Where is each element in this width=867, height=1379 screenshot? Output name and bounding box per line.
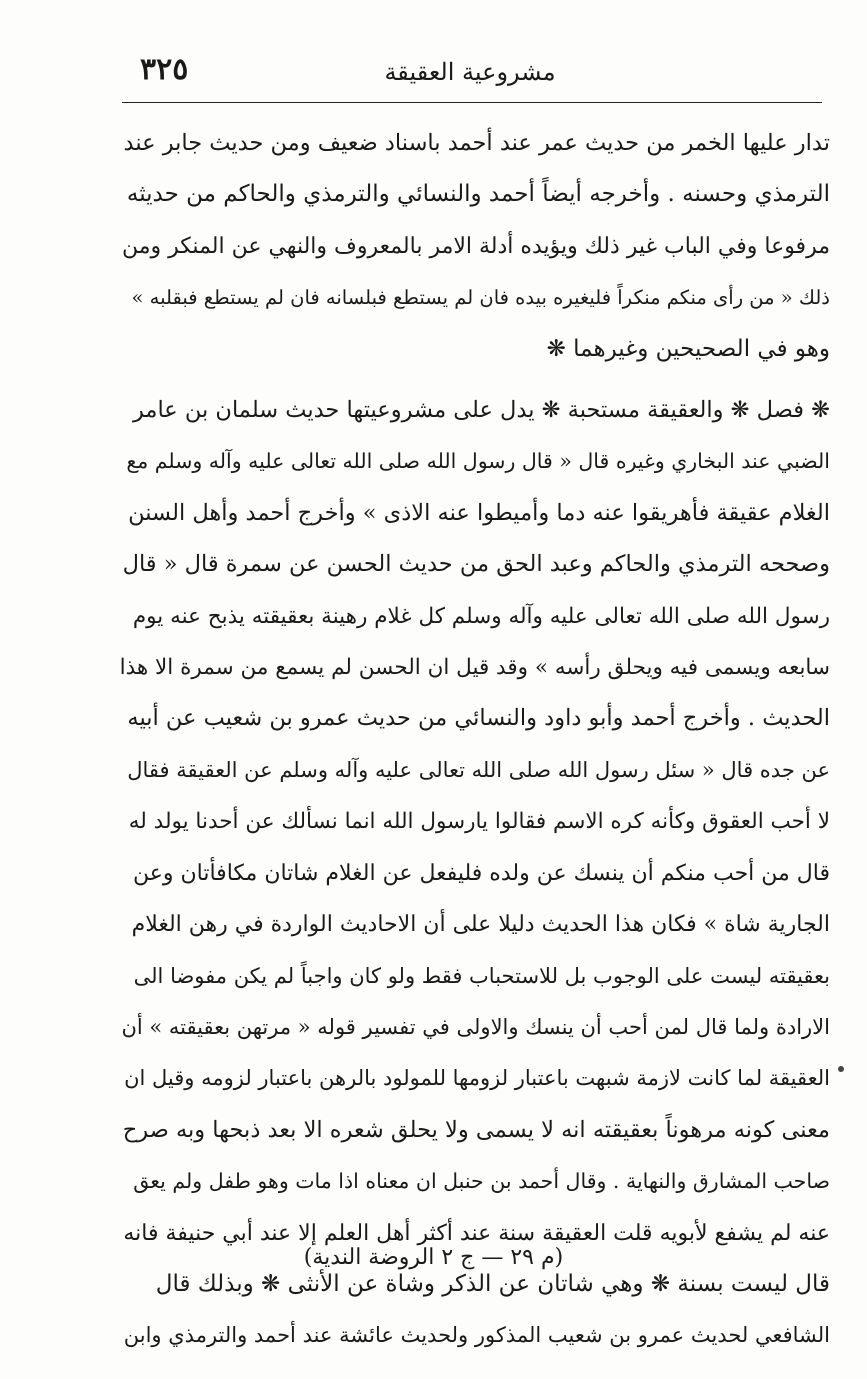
page-header <box>120 52 820 96</box>
text-line: معنى كونه مرهوناً بعقيقته انه لا يسمى ولا يحلق شعره الا بعد ذبحها وبه صرح <box>122 1116 830 1143</box>
paragraph <box>118 385 830 1362</box>
print-speck <box>838 1066 844 1072</box>
text-line: الشافعي لحديث عمرو بن شعيب المذكور ولحديث عائشة عند أحمد والترمذي وابن <box>123 1323 830 1348</box>
text-line: سابعه ويسمى فيه ويحلق رأسه » وقد قيل ان الحسن لم يسمع من سمرة الا هذا <box>119 655 830 681</box>
header-divider <box>122 102 822 103</box>
text-line: قال من أحب منكم أن ينسك عن ولده فليفعل عن الغلام شاتان مكافأتان وعن <box>133 860 830 886</box>
text-line: الجارية شاة » فكان هذا الحديث دليلا على أن الاحاديث الواردة في رهن الغلام <box>131 912 830 938</box>
text-line: الضبي عند البخاري وغيره قال « قال رسول الله صلى الله تعالى عليه وآله وسلم مع <box>126 449 830 474</box>
text-line: مرفوعا وفي الباب غير ذلك ويؤيده أدلة الامر بالمعروف والنهي عن المنكر ومن <box>122 233 830 259</box>
text-line: بعقيقته ليست على الوجوب بل للاستحباب فقط ولو كان واجباً لم يكن مفوضا الى <box>133 963 830 988</box>
text-line: قال ليست بسنة ❋ وهي شاتان عن الذكر وشاة عن الأنثى ❋ وبذلك قال <box>155 1270 830 1297</box>
text-line: وصححه الترمذي والحاكم وعبد الحق من حديث الحسن عن سمرة قال « قال <box>122 551 830 578</box>
text-line: العقيقة لما كانت لازمة شبهت باعتبار لزومها للمولود بالرهن باعتبار لزومه وقيل ان <box>124 1066 830 1091</box>
text-line: صاحب المشارق والنهاية . وقال أحمد بن حنبل ان معناه اذا مات وهو طفل ولم يعق <box>133 1169 830 1194</box>
text-line: وهو في الصحيحين وغيرهما ❋ <box>546 335 830 362</box>
text-line: ❋ فصل ❋ والعقيقة مستحبة ❋ يدل على مشروعيتها حديث سلمان بن عامر <box>132 397 830 424</box>
text-line: الحديث . وأخرج أحمد وأبو داود والنسائي من حديث عمرو بن شعيب عن أبيه <box>127 705 830 732</box>
paragraph <box>118 118 830 375</box>
text-line: ذلك « من رأى منكم منكراً فليغيره بيده فان لم يستطع فبلسانه فان لم يستطع فبقلبه » <box>131 286 830 310</box>
main-text-body <box>118 118 830 1362</box>
text-line: لا أحب العقوق وكأنه كره الاسم فقالوا يارسول الله انما نسألك عن أحدنا يولد له <box>128 809 830 835</box>
text-line: عنه لم يشفع لأبويه قلت العقيقة سنة عند أكثر أهل العلم إلا عند أبي حنيفة فانه <box>123 1220 830 1246</box>
text-line: الترمذي وحسنه . وأخرجه أيضاً أحمد والنسائي والترمذي والحاكم من حديثه <box>126 181 830 208</box>
text-line: الغلام عقيقة فأهريقوا عنه دما وأميطوا عنه الاذى » وأخرج أحمد وأهل السنن <box>128 499 830 526</box>
text-line: رسول الله صلى الله تعالى عليه وآله وسلم كل غلام رهينة بعقيقته يذبح عنه يوم <box>132 603 830 629</box>
text-line: تدار عليها الخمر من حديث عمر عند أحمد باسناد ضعيف ومن حديث جابر عند <box>123 130 830 156</box>
text-line: عن جده قال « سئل رسول الله صلى الله تعالى عليه وآله وسلم عن العقيقة فقال <box>127 757 830 782</box>
text-line: الارادة ولما قال لمن أحب أن ينسك والاولى في تفسير قوله « مرتهن بعقيقته » أن <box>121 1014 830 1039</box>
running-title: مشروعية العقيقة <box>384 58 556 86</box>
page-number: ٣٢٥ <box>140 52 189 87</box>
page-footer-signature: (م ٢٩ — ج ٢ الروضة الندية) <box>303 1245 564 1270</box>
